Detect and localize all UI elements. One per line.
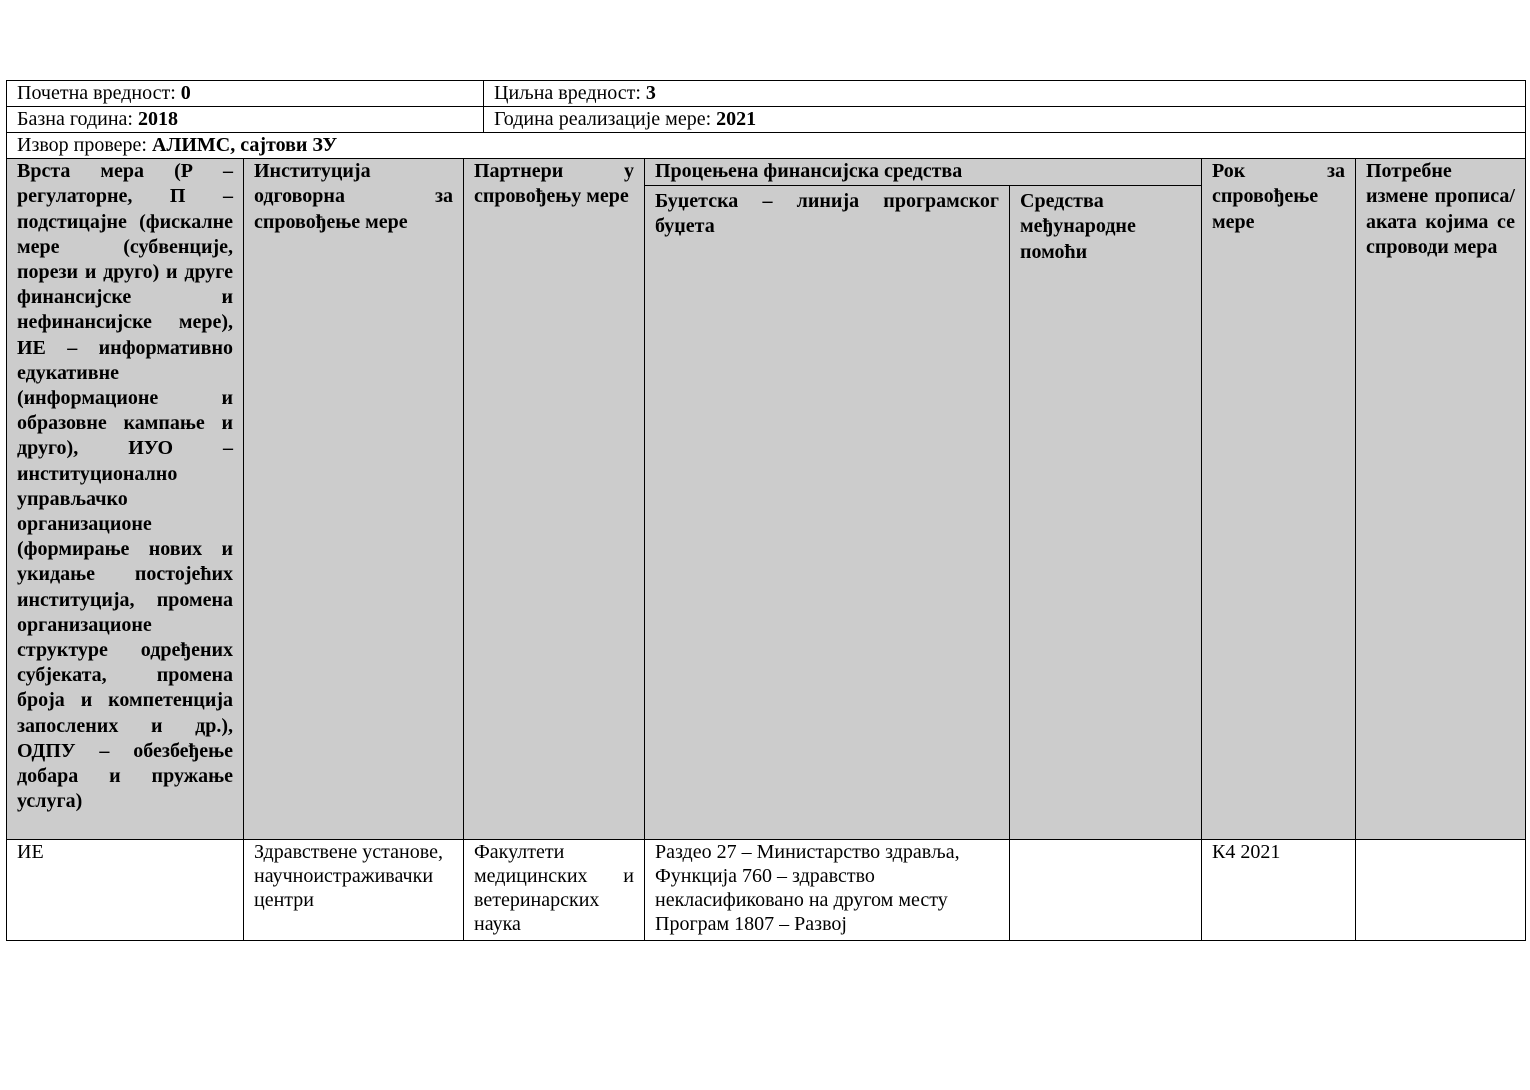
start-value-cell	[7, 81, 484, 107]
target-value-cell	[484, 81, 1526, 107]
header-partners: Партнери у спровођењу мере	[464, 159, 645, 840]
cell-responsible-institution: Здравствене установе, научноистраживачки центри	[244, 840, 464, 941]
measures-table	[6, 158, 1526, 941]
source-label: Извор провере:	[17, 134, 147, 157]
header-estimated-funds: Процењена финансијска средства	[645, 159, 1202, 186]
realization-year-cell	[484, 107, 1526, 133]
header-international-aid: Средства међународне помоћи	[1010, 186, 1202, 840]
start-value: 0	[180, 82, 191, 104]
cell-budget-line: Раздео 27 – Министарство здравља, Функција 760 – здравство некласификовано на другом месту Програм 1807 – Развој	[645, 840, 1010, 941]
realization-year: 2021	[716, 108, 757, 131]
base-year-cell	[7, 107, 484, 133]
summary-table	[6, 80, 1526, 160]
document-page	[6, 80, 1525, 941]
target-value: 3	[645, 82, 656, 104]
data-row	[7, 840, 1526, 941]
source-value: АЛИМС, сајтови ЗУ	[152, 134, 338, 157]
source-cell	[7, 133, 1526, 159]
header-responsible-institution: Институција одговорна за спровођење мере	[244, 159, 464, 840]
cell-regulation-changes	[1356, 840, 1526, 941]
summary-row-values	[7, 81, 1526, 107]
summary-row-source	[7, 133, 1526, 159]
header-measure-type: Врста мера (Р – регулаторне, П – подстицајне (фискалне мере (субвенције, порези и друго) и друге финансијске и нефинансијске мере), ИЕ – информативно едукативне (информационе и образовне кампање и друго), ИУО – институционално управљачко организационе (формирање нових и укидање постојећих институција, промена организационе структуре одређених субјеката, промена броја и компетенција запослених и др.), ОДПУ – обезбеђење добара и пружање услуга)	[7, 159, 244, 840]
cell-deadline: К4 2021	[1202, 840, 1356, 941]
realization-year-label: Година реализације мере:	[494, 108, 712, 131]
base-year: 2018	[138, 108, 178, 131]
cell-partners: Факултети медицинских и ветеринарских наука	[464, 840, 645, 941]
start-value-label: Почетна вредност:	[17, 82, 176, 104]
header-budget-line: Буџетска – линија програмског буџета	[645, 186, 1010, 840]
target-value-label: Циљна вредност:	[494, 82, 641, 104]
base-year-label: Базна година:	[17, 108, 133, 131]
summary-row-years	[7, 107, 1526, 133]
header-row-1	[7, 159, 1526, 186]
cell-international-aid	[1010, 840, 1202, 941]
header-regulation-changes: Потребне измене прописа/аката којима се спроводи мера	[1356, 159, 1526, 840]
cell-measure-type: ИЕ	[7, 840, 244, 941]
header-deadline: Рок за спровођење мере	[1202, 159, 1356, 840]
